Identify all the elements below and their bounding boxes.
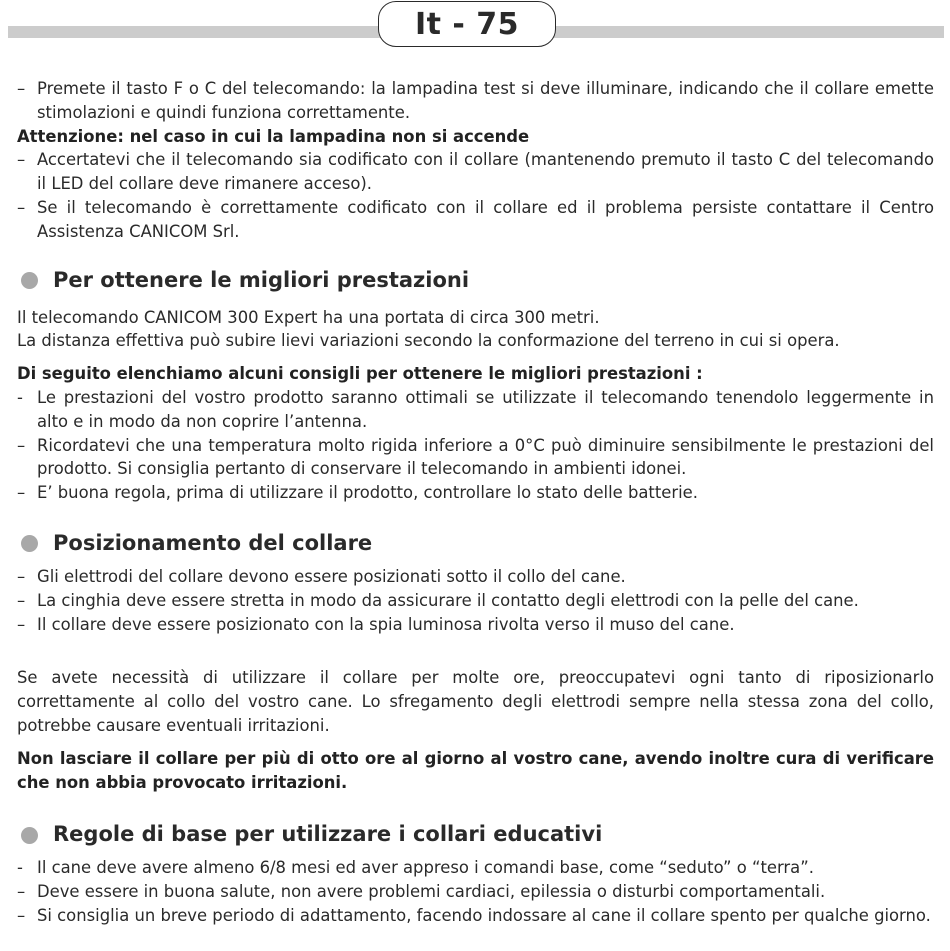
list-item: – La cinghia deve essere stretta in modo da assicurare il contatto degli elettrodi con la pelle del cane.: [17, 590, 859, 610]
list-item: – Se il telecomando è correttamente codificato con il collare ed il problema persiste contattare il Centro Assistenza CANICOM Srl.: [17, 197, 934, 241]
bullet-dot-icon: [21, 272, 38, 289]
list-item: – Accertatevi che il telecomando sia codificato con il collare (mantenendo premuto il tasto C del telecomando il LED del collare deve rimanere acceso).: [17, 150, 934, 194]
list-item: – Gli elettrodi del collare devono essere posizionati sotto il collo del cane.: [17, 566, 626, 586]
bullet-dot-icon: [21, 827, 38, 844]
list-item: – Premete il tasto F o C del telecomando: la lampadina test si deve illuminare, indicando che il collare emette stimolazioni e quindi funziona correttamente.: [17, 79, 934, 122]
warning-note: Non lasciare il collare per più di otto ore al giorno al vostro cane, avendo inoltre cura di verificare che non abbia provocato irritazioni.: [17, 748, 934, 792]
section-heading-prestazioni: Per ottenere le migliori prestazioni: [17, 266, 934, 296]
attention-note: Attenzione: nel caso in cui la lampadina non si accende: [17, 126, 530, 146]
list-item: - Le prestazioni del vostro prodotto saranno ottimali se utilizzate il telecomando tenendolo leggermente in alto e in modo da non coprire l’antenna.: [17, 387, 934, 431]
paragraph: Se avete necessità di utilizzare il collare per molte ore, preoccupatevi ogni tanto di riposizionarlo correttamente al collo del vostro cane. Lo sfregamento degli elettrodi sempre nella stessa zona del collo, potrebbe causare eventuali irritazioni.: [17, 668, 934, 735]
page-number-tab: [378, 1, 556, 47]
list-item: – Ricordatevi che una temperatura molto rigida inferiore a 0°C può diminuire sensibilmente le prestazioni del prodotto. Si consiglia pertanto di conservare il telecomando in ambienti idonei.: [17, 435, 934, 479]
list-item: - Il cane deve avere almeno 6/8 mesi ed aver appreso i comandi base, come “seduto” o “terra”.: [17, 858, 814, 878]
list-item: – Il collare deve essere posizionato con la spia luminosa rivolta verso il muso del cane.: [17, 614, 735, 634]
list-item: – Si consiglia un breve periodo di adattamento, facendo indossare al cane il collare spento per qualche giorno.: [17, 905, 931, 925]
document-body: [17, 77, 934, 928]
list-item: – E’ buona regola, prima di utilizzare il prodotto, controllare lo stato delle batterie.: [17, 483, 698, 503]
paragraph-line: Il telecomando CANICOM 300 Expert ha una portata di circa 300 metri.: [17, 307, 600, 327]
list-item: – Deve essere in buona salute, non avere problemi cardiaci, epilessia o disturbi comportamentali.: [17, 882, 826, 902]
bullet-dot-icon: [21, 535, 38, 552]
tips-intro: Di seguito elenchiamo alcuni consigli per ottenere le migliori prestazioni :: [17, 364, 703, 384]
paragraph-line: La distanza effettiva può subire lievi variazioni secondo la conformazione del terreno in cui si opera.: [17, 331, 840, 351]
section-heading-regole: Regole di base per utilizzare i collari educativi: [17, 820, 934, 850]
section-heading-posizionamento: Posizionamento del collare: [17, 529, 934, 559]
page-label: It - 75: [414, 6, 520, 42]
